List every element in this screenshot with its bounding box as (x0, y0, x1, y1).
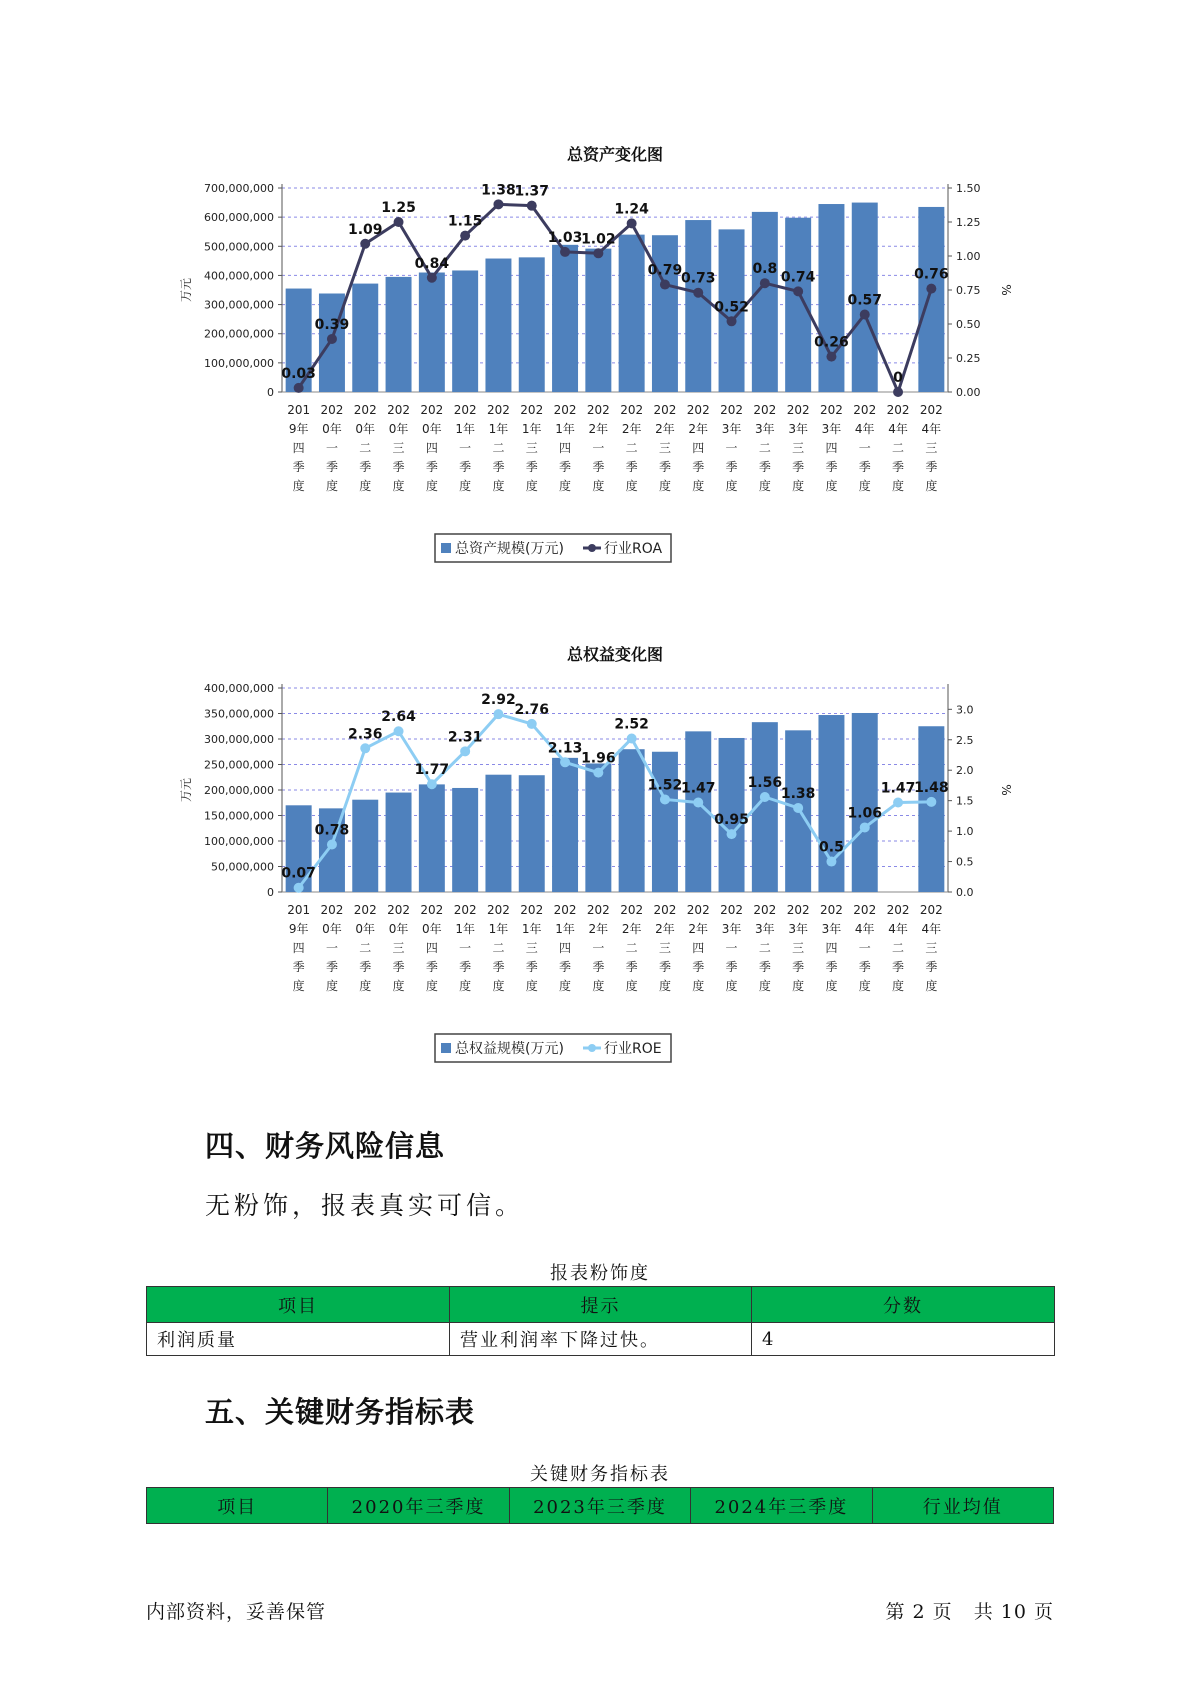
y-tick-label: 300,000,000 (204, 298, 274, 312)
section-5-heading: 五、关键财务指标表 (205, 1395, 476, 1429)
y-tick-label: 50,000,000 (211, 860, 274, 874)
line-point (294, 383, 304, 393)
line-point (627, 218, 637, 228)
data-label: 0.26 (814, 334, 849, 351)
data-label: 2.76 (514, 701, 550, 718)
line-point (893, 797, 903, 807)
y-tick-label: 400,000,000 (204, 682, 274, 695)
x-tick-label: 202 0年四季度 (420, 903, 444, 993)
data-label: 0.84 (414, 255, 450, 272)
x-tick-label: 202 2年四季度 (686, 903, 710, 993)
data-label: 1.02 (581, 231, 616, 248)
x-tick-label: 202 4年一季度 (853, 903, 877, 993)
x-tick-label: 202 3年四季度 (819, 903, 843, 993)
y2-tick-label: 0.50 (956, 318, 981, 331)
table-header-row (147, 1287, 1055, 1323)
y2-tick-label: 0.25 (956, 352, 981, 365)
y-tick-label: 0 (267, 386, 274, 399)
data-label: 1.03 (547, 229, 583, 246)
x-tick-label: 202 3年二季度 (753, 903, 777, 993)
header-cell: 项目 (147, 1488, 328, 1524)
bar (652, 752, 678, 892)
line-point (294, 883, 304, 893)
bar (619, 235, 645, 392)
x-tick-label: 201 9年四季度 (287, 403, 311, 493)
x-tick-label: 202 3年一季度 (720, 903, 744, 993)
bar (386, 277, 412, 392)
data-label: 2.52 (614, 716, 649, 733)
line-point (660, 280, 670, 290)
x-tick-label: 202 1年二季度 (486, 903, 510, 993)
data-label: 1.37 (514, 183, 550, 200)
legend-label: 总权益规模(万元) (455, 1041, 564, 1057)
data-label: 0.76 (914, 266, 949, 283)
x-tick-label: 202 1年四季度 (553, 403, 577, 493)
data-label: 1.24 (614, 201, 649, 218)
line-point (660, 794, 670, 804)
line-point (826, 352, 836, 362)
line-point (893, 387, 903, 397)
data-label: 0 (893, 370, 903, 386)
y2-tick-label: 1.5 (956, 794, 974, 808)
y-tick-label: 100,000,000 (204, 835, 274, 848)
bar (585, 249, 611, 392)
bar (652, 235, 678, 392)
x-tick-label: 202 1年三季度 (520, 403, 544, 493)
x-tick-label: 202 3年二季度 (753, 403, 777, 493)
bar (419, 784, 445, 892)
y-tick-label: 500,000,000 (204, 240, 274, 254)
line-point (460, 231, 470, 241)
x-tick-label: 202 4年二季度 (886, 903, 910, 993)
x-tick-label: 202 3年一季度 (720, 403, 744, 493)
data-label: 1.25 (381, 200, 416, 216)
bar (918, 726, 944, 892)
x-tick-label: 202 4年三季度 (919, 403, 943, 493)
header-cell: 2024年三季度 (691, 1488, 872, 1524)
bar (519, 257, 545, 392)
y-tick-label: 150,000,000 (204, 809, 274, 823)
line-point (460, 746, 470, 756)
line-point (760, 278, 770, 288)
bar (752, 212, 778, 392)
y2-tick-label: 1.00 (956, 250, 981, 263)
data-label: 2.92 (481, 692, 516, 709)
data-label: 1.38 (481, 182, 516, 199)
table-cell: 4 (752, 1323, 1055, 1356)
y-tick-label: 600,000,000 (204, 211, 274, 225)
data-label: 0.8 (752, 261, 778, 278)
x-tick-label: 202 2年三季度 (653, 403, 677, 493)
line-point (860, 822, 870, 832)
bar (852, 713, 878, 892)
legend-label: 总资产规模(万元) (455, 541, 564, 557)
y2-axis-label: % (999, 784, 1013, 796)
x-tick-label: 202 3年三季度 (786, 903, 810, 993)
y-tick-label: 700,000,000 (204, 182, 274, 195)
y-tick-label: 100,000,000 (204, 356, 274, 370)
bar (918, 207, 944, 392)
x-tick-label: 202 4年二季度 (886, 403, 910, 493)
bar (386, 793, 412, 892)
x-tick-label: 202 3年三季度 (786, 403, 810, 493)
y2-tick-label: 0.75 (956, 284, 981, 297)
x-tick-label: 202 2年四季度 (686, 403, 710, 493)
bar (519, 775, 545, 892)
data-label: 1.56 (747, 775, 783, 792)
data-label: 2.36 (347, 726, 383, 743)
line-point (394, 726, 404, 736)
bar (485, 259, 511, 392)
line-point (360, 743, 370, 753)
x-tick-label: 202 1年二季度 (486, 403, 510, 493)
data-label: 0.5 (819, 839, 844, 856)
header-cell: 行业均值 (872, 1488, 1053, 1524)
data-label: 0.73 (680, 270, 716, 287)
bar (552, 758, 578, 892)
data-label: 0.03 (281, 365, 316, 382)
y-tick-label: 200,000,000 (204, 327, 274, 341)
data-label: 0.95 (714, 812, 749, 829)
y-tick-label: 300,000,000 (204, 733, 274, 746)
y2-tick-label: 0.0 (956, 886, 974, 899)
data-label: 0.52 (714, 299, 749, 316)
bar (552, 245, 578, 392)
y2-tick-label: 3.0 (956, 703, 974, 717)
x-tick-label: 202 4年一季度 (853, 403, 877, 493)
y-tick-label: 200,000,000 (204, 784, 274, 797)
y-tick-label: 350,000,000 (204, 707, 274, 721)
line-point (860, 309, 870, 319)
line-point (926, 284, 936, 294)
header-cell: 项目 (147, 1287, 450, 1323)
legend-label: 行业ROE (604, 1041, 662, 1057)
y-tick-label: 250,000,000 (204, 758, 274, 772)
line-point (793, 803, 803, 813)
line-point (427, 779, 437, 789)
line-point (593, 768, 603, 778)
y2-tick-label: 2.5 (956, 733, 974, 747)
x-tick-label: 202 2年二季度 (620, 403, 644, 493)
x-tick-label: 202 2年二季度 (620, 903, 644, 993)
data-label: 1.09 (347, 221, 383, 238)
data-label: 0.78 (314, 822, 350, 839)
y2-axis-label: % (999, 284, 1013, 296)
table-row (147, 1323, 1055, 1356)
bar (452, 788, 478, 892)
section-4-text: 无粉饰，报表真实可信。 (205, 1191, 525, 1220)
legend-swatch-marker (588, 544, 596, 552)
bar (785, 218, 811, 392)
line-point (760, 792, 770, 802)
x-tick-label: 202 0年一季度 (320, 403, 344, 493)
section-4-heading: 四、财务风险信息 (205, 1129, 446, 1163)
table-cell: 利润质量 (147, 1323, 450, 1356)
x-tick-label: 202 1年四季度 (553, 903, 577, 993)
line-point (793, 286, 803, 296)
data-label: 1.47 (880, 780, 916, 797)
bar (352, 284, 378, 392)
legend-label: 行业ROA (604, 541, 663, 557)
data-label: 0.07 (281, 865, 316, 882)
data-label: 0.74 (780, 269, 816, 286)
line-point (693, 797, 703, 807)
header-cell: 2023年三季度 (509, 1488, 690, 1524)
line-point (727, 829, 737, 839)
table-cell: 营业利润率下降过快。 (450, 1323, 752, 1356)
data-label: 0.39 (314, 316, 350, 333)
header-cell: 提示 (450, 1287, 752, 1323)
data-label: 2.64 (381, 709, 416, 726)
data-label: 1.77 (414, 762, 450, 779)
data-label: 2.31 (447, 729, 483, 746)
line-point (327, 334, 337, 344)
bar (419, 273, 445, 392)
x-tick-label: 202 1年一季度 (453, 403, 477, 493)
data-label: 1.15 (447, 213, 483, 230)
line-point (427, 273, 437, 283)
footer-left: 内部资料，妥善保管 (146, 1601, 327, 1623)
line-point (593, 248, 603, 258)
line-point (560, 757, 570, 767)
header-cell: 2020年三季度 (328, 1488, 509, 1524)
line-point (926, 797, 936, 807)
total-equity-chart-svg (160, 640, 1020, 1100)
footer-right: 第 2 页 共 10 页 (885, 1601, 1054, 1623)
bar (585, 763, 611, 892)
bar (452, 270, 478, 392)
y2-tick-label: 1.50 (956, 182, 981, 195)
legend-swatch-bar (441, 1043, 451, 1053)
x-tick-label: 202 2年一季度 (586, 403, 610, 493)
bar (619, 749, 645, 892)
data-label: 2.13 (547, 740, 583, 757)
data-label: 1.52 (647, 777, 683, 794)
y2-tick-label: 0.00 (956, 386, 981, 399)
y2-tick-label: 1.0 (956, 825, 974, 839)
line-point (826, 857, 836, 867)
data-label: 1.06 (847, 805, 883, 822)
line-point (394, 217, 404, 227)
data-label: 0.57 (847, 292, 883, 309)
key-indicators-table (146, 1487, 1054, 1524)
line-point (627, 734, 637, 744)
legend-swatch-bar (441, 543, 451, 553)
x-tick-label: 201 9年四季度 (287, 903, 311, 993)
y2-tick-label: 2.0 (956, 764, 974, 778)
line-point (693, 288, 703, 298)
bar (352, 800, 378, 892)
bar (685, 220, 711, 392)
line-point (327, 840, 337, 850)
x-tick-label: 202 3年四季度 (819, 403, 843, 493)
table-header-row (147, 1488, 1054, 1524)
y2-tick-label: 1.25 (956, 216, 981, 229)
x-tick-label: 202 0年三季度 (387, 403, 411, 493)
data-label: 1.48 (914, 779, 949, 796)
data-label: 0.79 (647, 262, 683, 279)
bar (818, 204, 844, 392)
line-point (527, 719, 537, 729)
total-assets-chart-svg (160, 140, 1020, 600)
x-tick-label: 202 0年二季度 (353, 903, 377, 993)
line-point (527, 201, 537, 211)
data-label: 1.38 (780, 785, 816, 802)
y-axis-label: 万元 (179, 277, 193, 303)
y2-tick-label: 0.5 (956, 855, 974, 869)
line-point (360, 239, 370, 249)
line-point (493, 199, 503, 209)
x-tick-label: 202 4年三季度 (919, 903, 943, 993)
bar (485, 775, 511, 892)
window-dressing-table (146, 1286, 1055, 1356)
x-tick-label: 202 0年四季度 (420, 403, 444, 493)
x-tick-label: 202 1年一季度 (453, 903, 477, 993)
y-axis-label: 万元 (179, 777, 193, 803)
x-tick-label: 202 1年三季度 (520, 903, 544, 993)
header-cell: 分数 (752, 1287, 1055, 1323)
chart-title: 总权益变化图 (566, 645, 664, 664)
total-assets-chart (160, 140, 1020, 600)
line-point (493, 709, 503, 719)
y-tick-label: 0 (267, 886, 274, 899)
line-point (560, 247, 570, 257)
x-tick-label: 202 2年三季度 (653, 903, 677, 993)
data-label: 1.96 (581, 750, 616, 767)
data-label: 1.47 (680, 780, 716, 797)
x-tick-label: 202 0年二季度 (353, 403, 377, 493)
table-2-caption: 关键财务指标表 (530, 1464, 670, 1485)
x-tick-label: 202 0年一季度 (320, 903, 344, 993)
y-tick-label: 400,000,000 (204, 269, 274, 283)
line-point (727, 316, 737, 326)
legend-swatch-marker (588, 1044, 596, 1052)
x-tick-label: 202 0年三季度 (387, 903, 411, 993)
total-equity-chart (160, 640, 1020, 1100)
table-1-caption: 报表粉饰度 (550, 1263, 650, 1284)
chart-title: 总资产变化图 (566, 145, 664, 164)
x-tick-label: 202 2年一季度 (586, 903, 610, 993)
